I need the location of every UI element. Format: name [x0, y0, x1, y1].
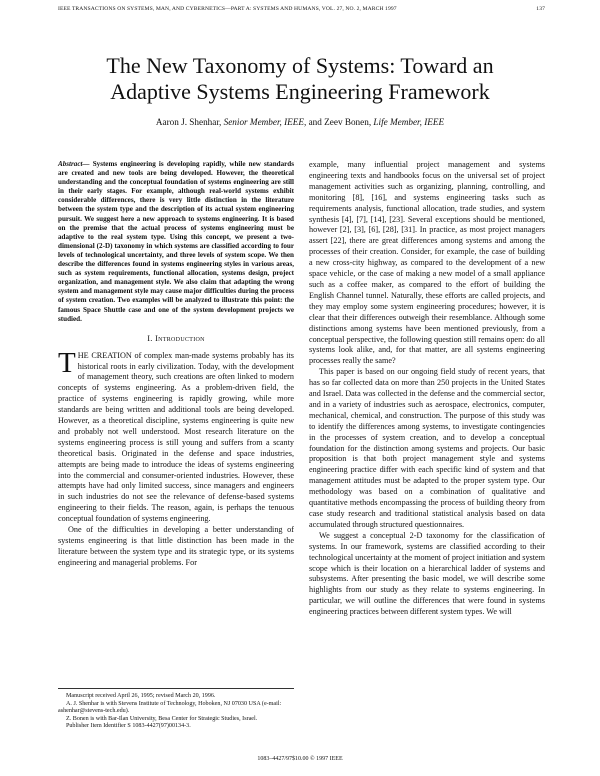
- footnotes: [58, 688, 294, 731]
- abstract: [58, 160, 294, 324]
- copyright-line: 1083–4427/97$10.00 © 1997 IEEE: [257, 756, 343, 762]
- drop-cap: T: [58, 346, 76, 379]
- right-column: [309, 160, 545, 618]
- footnote-author-2: Z. Bonen is with Bar-Ilan University, Besa Center for Strategic Studies, Israel.: [66, 715, 258, 722]
- author-line: [40, 116, 560, 128]
- journal-header: IEEE TRANSACTIONS ON SYSTEMS, MAN, AND CYBERNETICS—PART A: SYSTEMS AND HUMANS, VOL. 27, NO. 2, MARCH 1997: [58, 6, 397, 12]
- section-heading-introduction: I. Introduction: [147, 333, 205, 343]
- paper-title: [40, 53, 560, 105]
- intro-paragraph-1-text: HE CREATION of complex man-made systems probably has its historical roots in early civilization. Today, with the development of management theory, such creations are often linked to modern concepts of systems engineering. As a problem-driven field, the practice of systems engineering is rapidly growing, while more standards are being written and additional tools are being developed. However, as a theoretical discipline, systems engineering is quite new and probably not well understood. Most research literature on the systems engineering process is still young and suffers from a scanty theoretical basis. Originated in the defense and space industries, attempts are being made to introduce the ideas of systems engineering into the commercial and consumer-oriented industries. However, these attempts have had only limited success, since managers and engineers in such industries do not see the relevance of defense-based systems engineering to their fields. The reason, again, is perhaps the tenuous conceptual foundation of systems engineering.: [58, 350, 294, 524]
- right-paragraph-3: We suggest a conceptual 2-D taxonomy for the classification of systems. In our framework, systems are classified according to their technological uncertainty at the moment of project initiation and system scope which is their location on a hierarchical ladder of systems and subsystems. After presenting the basic model, we will describe some highlights from our study as they relate to systems engineering. In particular, we will outline the differences that were found in systems engineering practices between different system types. We will: [309, 530, 545, 617]
- intro-paragraph-2: One of the difficulties in developing a better understanding of systems engineering is that little distinction has been made in the literature between the system type and its strategic type, or its systems engineering and managerial problems. For: [58, 525, 294, 567]
- author-2: and Zeev Bonen,: [308, 117, 372, 127]
- footnote-author-1: A. J. Shenhar is with Stevens Institute of Technology, Hoboken, NJ 07030 USA (e-mail: ashenhar@stevens-tech.edu).: [58, 700, 282, 715]
- abstract-heading: Abstract—: [58, 160, 90, 168]
- footnote-publisher-id: Publisher Item Identifier S 1083-4427(97)00134-3.: [66, 723, 191, 730]
- right-paragraph-2: This paper is based on our ongoing field study of recent years, that has so far collected data on more than 250 projects in the United States and Israel. Data was collected in the defense and the commercial sector, and in a variety of industries such as aerospace, electronics, computer, mechanical, chemical, and construction. The purpose of this study was to identify the differences among systems, to investigate contingencies in the processes of system creation, and to develop a conceptual foundation for the distinction among systems and projects. Our basic proposition is that both project management style and systems engineering practice differ with each specific kind of system and that management attitudes must be adapted to the proper system type. Our methodology was based on a combination of qualitative and quantitative methods encompassing the process of building theory from case study research and traditional statistical analysis based on data accumulated through structured questionnaires.: [309, 367, 545, 529]
- page-number: 137: [536, 6, 545, 12]
- intro-paragraph-1: [58, 346, 294, 526]
- title-line-1: The New Taxonomy of Systems: Toward an: [106, 53, 494, 78]
- author-2-role: Life Member, IEEE: [373, 117, 445, 127]
- abstract-text: Systems engineering is developing rapidly, while new standards are created and new tools are being developed. However, the theoretical understanding and the conceptual foundation of systems engineering are still in their early stages. For example, although real-world systems exhibit considerable differences, there is very little distinction in the literature between the system type and the description of its actual system engineering pursuit. We suggest here a new approach to systems engineering. It is based on the premise that the actual process of systems engineering must be adaptive to the real system type. Using this concept, we present a two-dimensional (2-D) taxonomy in which systems are classified according to four levels of technological uncertainty, and three levels of system scope. We then describe the differences found in systems engineering styles in various areas, such as system requirements, functional allocation, systems design, project organization, and management style. We also claim that adapting the wrong system and management style may cause major difficulties during the process of system creation. Two examples will be analyzed to illustrate this point: the famous Space Shuttle case and one of the system development projects we studied.: [58, 160, 294, 323]
- author-1-role: Senior Member, IEEE,: [223, 117, 307, 127]
- running-head: [58, 6, 545, 16]
- title-line-2: Adaptive Systems Engineering Framework: [110, 79, 490, 104]
- author-1: Aaron J. Shenhar,: [155, 117, 222, 127]
- right-paragraph-1: example, many influential project management and systems engineering texts and handbooks focus on the universal set of project management activities such as organizing, planning, controlling, and monitoring [8], [16], and systems engineering tasks such as requirements analysis, functional allocation, trade studies, and system synthesis [4], [7], [14], [23]. Several exceptions should be mentioned, however [2], [3], [6], [28], [31]. In practice, as most project managers assert [22], there are great differences among systems and among the processes of their creation. Consider, for example, the case of building a new cross-city highway, as compared to the development of a new space vehicle, or the case of making a new model of a small appliance such as a coffee maker, as compared to the effort of building the English Channel tunnel. Naturally, these efforts are called projects, and they may employ some system engineering procedures; however, it is clear that their differences outweigh their resemblance. Although some distinctions among systems have been mentioned previously, from a conceptual perspective, the following question still remains open: do all systems look alike, and, for that matter, are all systems engineering processes really the same?: [309, 160, 545, 366]
- left-column: [58, 160, 294, 569]
- footnote-manuscript: Manuscript received April 26, 1995; revised March 20, 1996.: [66, 693, 216, 699]
